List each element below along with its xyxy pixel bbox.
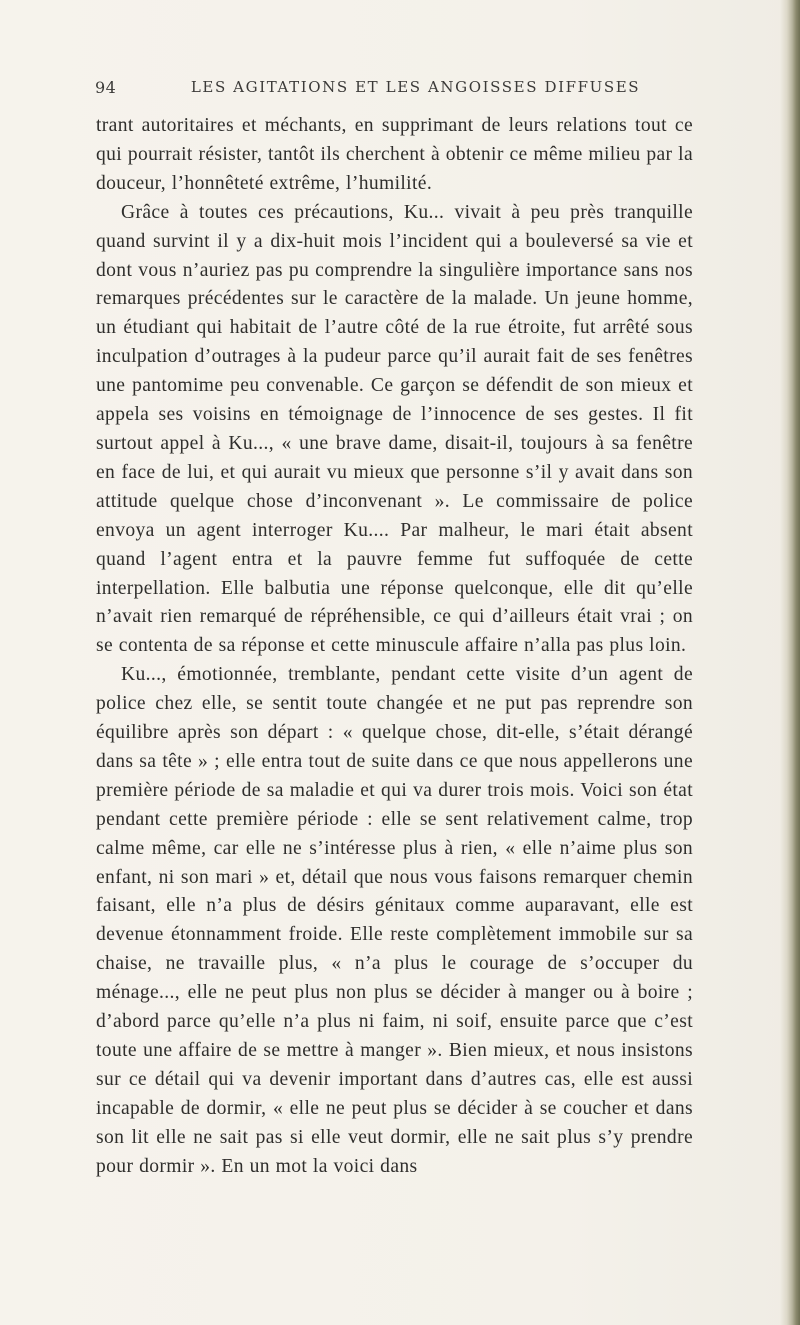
paragraph: Grâce à toutes ces précautions, Ku... vivait à peu près tranquille quand survint il y a dix-huit mois l’incident qui a bouleversé sa vie et dont vous n’auriez pas pu comprendre la singulière importance sans nos remarques précédentes sur le caractère de la malade. Un jeune homme, un étudiant qui habitait de l’autre côté de la rue étroite, fut arrêté sous inculpation d’outrages à la pudeur parce qu’il aurait fait de ses fenêtres une pantomime peu convenable. Ce garçon se défendit de son mieux et appela ses voisins en témoignage de l’innocence de ses gestes. Il fit surtout appel à Ku..., « une brave dame, disait-il, toujours à sa fenêtre en face de lui, et qui aurait vu mieux que personne s’il y avait dans son attitude quelque chose d’inconvenant ». Le commissaire de police envoya un agent interroger Ku.... Par malheur, le mari était absent quand l’agent entra et la pauvre femme fut suffoquée de cette interpellation. Elle balbutia une réponse quelconque, elle dit qu’elle n’avait rien remarqué de répréhensible, ce qui d’ailleurs était vrai ; on se contenta de sa réponse et cette minuscule affaire n’alla pas plus loin. — [96, 201, 693, 657]
page-header — [95, 78, 690, 108]
page-edge-shadow — [780, 0, 800, 1325]
paragraph: Ku..., émotionnée, tremblante, pendant cette visite d’un agent de police chez elle, se sentit toute changée et ne put pas reprendre son équilibre après son départ : « quelque chose, dit-elle, s’était dérangé dans sa tête » ; elle entra tout de suite dans ce que nous appellerons une première période de sa maladie et qui va durer trois mois. Voici son état pendant cette première période : elle se sent relativement calme, trop calme même, car elle ne s’intéresse plus à rien, « elle n’aime plus son enfant, ni son mari » et, détail que nous vous faisons remarquer chemin faisant, elle n’a plus de désirs génitaux comme auparavant, elle est devenue étonnamment froide. Elle reste complètement immobile sur sa chaise, ne travaille plus, « n’a plus le courage de s’occuper du ménage..., elle ne peut plus non plus se décider à manger ou à boire ; d’abord parce qu’elle n’a plus ni faim, ni soif, ensuite parce que c’est toute une affaire de se mettre à manger ». Bien mieux, et nous insistons sur ce détail qui va devenir important dans d’autres cas, elle est aussi incapable de dormir, « elle ne peut plus se décider à se coucher et dans son lit elle ne sait pas si elle veut dormir, elle ne sait plus s’y prendre pour dormir ». En un mot la voici dans — [96, 664, 693, 1177]
body-text — [96, 112, 693, 1182]
page-number: 94 — [95, 78, 117, 97]
running-title: LES AGITATIONS ET LES ANGOISSES DIFFUSES — [190, 78, 641, 96]
paragraph-continuation: trant autoritaires et méchants, en supprimant de leurs relations tout ce qui pourrait résister, tantôt ils cherchent à obtenir ce même milieu par la douceur, l’honnêteté extrême, l’humilité. — [96, 115, 693, 194]
